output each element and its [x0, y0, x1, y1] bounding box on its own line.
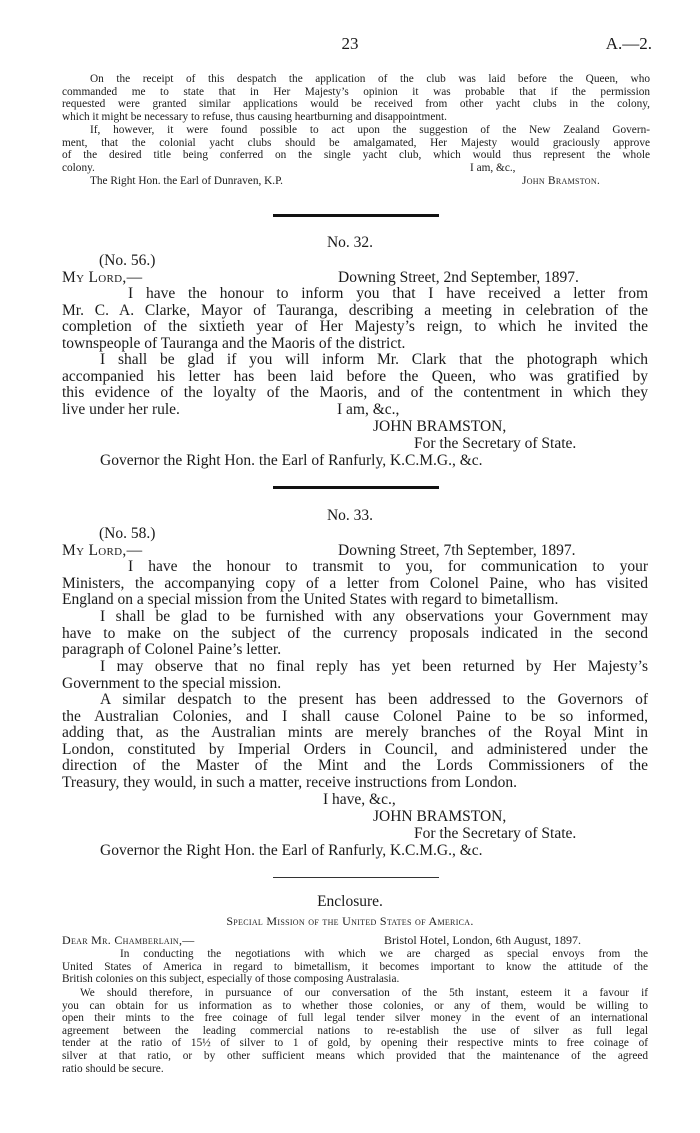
despatch32-paragraph-1 — [62, 286, 648, 352]
enclosure-place-date: Bristol Hotel, London, 6th August, 1897. — [384, 933, 582, 947]
text-line: United States of America in regard to bimetallism, it becomes important to know the attitude of the — [62, 960, 648, 973]
despatch33-paragraph-1 — [62, 559, 648, 609]
section-divider — [273, 486, 439, 489]
text-line: ment, that the colonial yacht clubs should be amalgamated, Her Majesty would graciously approve — [62, 136, 650, 149]
text-line: Mr. C. A. Clarke, Mayor of Tauranga, describing a meeting in celebration of the — [62, 301, 648, 319]
text-line: you can obtain for us information as to whether those colonies, or any of them, would be willing to — [62, 999, 648, 1012]
text-line: this evidence of the loyalty of the Maoris, and of the contentment in which they — [62, 384, 648, 402]
enclosure-paragraph-2 — [62, 987, 648, 1075]
text-line: London, constituted by Imperial Orders in Council, and administered under the — [62, 740, 648, 758]
despatch-number: No. 33. — [326, 507, 374, 524]
text-line: ratio should be secure. — [62, 1062, 164, 1075]
salutation: My Lord,— — [62, 269, 143, 286]
intro-paragraph-1 — [62, 73, 650, 123]
text-line: agreement between the leading commercial nations to re-establish the use of silver as full legal — [62, 1024, 648, 1037]
text-line: requested were granted similar applications would be received from other yacht clubs in the colony, — [62, 98, 650, 111]
section-divider — [273, 214, 439, 217]
salutation: My Lord,— — [62, 542, 143, 559]
enclosure-subheading: Special Mission of the United States of America. — [226, 914, 474, 928]
intro-addressee: The Right Hon. the Earl of Dunraven, K.P. — [90, 175, 283, 187]
text-line: I have the honour to inform you that I have received a letter from — [128, 285, 648, 302]
text-line: open their mints to the free coinage of full legal tender silver money in the event of an international — [62, 1012, 648, 1025]
addressee: Governor the Right Hon. the Earl of Ranfurly, K.C.M.G., &c. — [100, 842, 483, 859]
section-divider — [273, 877, 439, 878]
text-line: completion of the sixtieth year of Her Majesty’s reign, to which he invited the — [62, 318, 648, 336]
text-line: England on a special mission from the United States with regard to bimetallism. — [62, 591, 559, 609]
text-line: A similar despatch to the present has been addressed to the Governors of — [100, 691, 648, 708]
text-line: I shall be glad if you will inform Mr. Clark that the photograph which — [100, 351, 648, 368]
despatch32-paragraph-2 — [62, 352, 648, 402]
text-line: If, however, it were found possible to act upon the suggestion of the New Zealand Govern- — [90, 124, 650, 136]
text-line: paragraph of Colonel Paine’s letter. — [62, 641, 282, 659]
place-date: Downing Street, 2nd September, 1897. — [338, 269, 579, 286]
text-line: townspeople of Tauranga and the Maoris of the district. — [62, 334, 406, 352]
intro-signature: John Bramston. — [522, 175, 601, 187]
text-line: accompanied his letter has been laid before the Queen, who was gratified by — [62, 367, 648, 385]
text-line: direction of the Master of the Mint and the Lords Commissioners of the — [62, 757, 648, 775]
despatch-reference: (No. 58.) — [99, 525, 156, 542]
text-line: Treasury, they would, in such a matter, receive instructions from London. — [62, 773, 517, 791]
text-line: have to make on the subject of the currency proposals indicated in the second — [62, 624, 648, 642]
text-line: I shall be glad to be furnished with any observations your Government may — [100, 608, 648, 625]
text-line: I have the honour to transmit to you, for communication to your — [128, 558, 648, 575]
text-line: live under her rule. — [62, 401, 180, 418]
text-line: We should therefore, in pursuance of our conversation of the 5th instant, esteem it a favour if — [80, 987, 648, 999]
text-line: tender at the ratio of 15½ of silver to 1 of gold, by opening their respective mints to free coinage of — [62, 1037, 648, 1050]
intro-closing: I am, &c., — [470, 162, 516, 174]
despatch33-paragraph-2 — [62, 609, 648, 659]
enclosure-heading: Enclosure. — [317, 893, 383, 910]
intro-last-line: colony. — [62, 162, 95, 174]
enclosure-paragraph-1 — [62, 948, 648, 986]
text-line: of the desired title being conferred on the single yacht club, which would thus represent the whole — [62, 149, 650, 162]
despatch-number: No. 32. — [326, 234, 374, 251]
page-reference: A.—2. — [605, 34, 652, 53]
text-line: Ministers, the accompanying copy of a letter from Colonel Paine, who has visited — [62, 574, 648, 592]
enclosure-salutation: Dear Mr. Chamberlain,— — [62, 933, 195, 947]
signature-title: For the Secretary of State. — [414, 825, 577, 842]
signature: JOHN BRAMSTON, — [373, 808, 507, 825]
text-line: Government to the special mission. — [62, 674, 282, 692]
text-line: British colonies on this subject, especially of those composing Australasia. — [62, 973, 400, 986]
text-line: adding that, as the Australian mints are merely branches of the Royal Mint in — [62, 724, 648, 742]
signature: JOHN BRAMSTON, — [373, 418, 507, 435]
text-line: I may observe that no final reply has yet been returned by Her Majesty’s — [100, 658, 648, 675]
signature-title: For the Secretary of State. — [414, 435, 577, 452]
closing: I am, &c., — [337, 401, 400, 418]
place-date: Downing Street, 7th September, 1897. — [338, 542, 576, 559]
text-line: silver at that ratio, or by other sufficient means which provided that the maintenance of the agreed — [62, 1049, 648, 1062]
text-line: the Australian Colonies, and I shall cause Colonel Paine to be so informed, — [62, 707, 648, 725]
page-number: 23 — [341, 34, 359, 53]
despatch33-paragraph-3 — [62, 659, 648, 692]
text-line: On the receipt of this despatch the application of the club was laid before the Queen, who — [90, 73, 650, 85]
intro-paragraph-2 — [62, 124, 650, 162]
despatch33-paragraph-4 — [62, 692, 648, 792]
text-line: commanded me to state that in Her Majesty’s opinion it was probable that if the permission — [62, 85, 650, 98]
addressee: Governor the Right Hon. the Earl of Ranfurly, K.C.M.G., &c. — [100, 452, 483, 469]
closing: I have, &c., — [323, 791, 396, 808]
despatch-reference: (No. 56.) — [99, 252, 156, 269]
text-line: In conducting the negotiations with which we are charged as special envoys from the — [120, 948, 648, 960]
text-line: which it might be necessary to refuse, thus causing heartburning and disappointment. — [62, 110, 447, 123]
